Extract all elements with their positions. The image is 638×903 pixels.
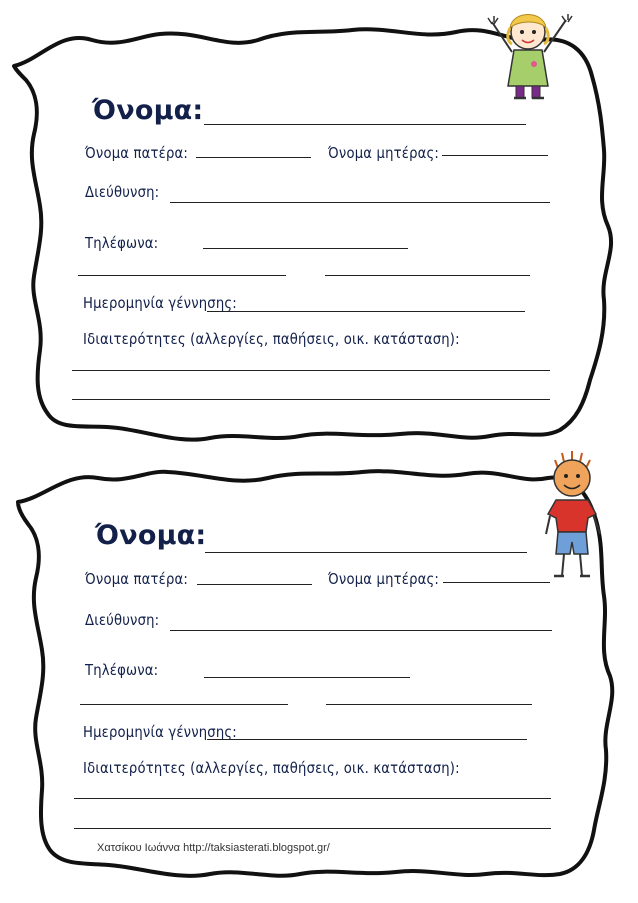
birthdate-label: Ημερομηνία γέννησης:: [83, 723, 237, 741]
birthdate-label: Ημερομηνία γέννησης:: [83, 294, 237, 312]
info-card-2: [0, 450, 638, 890]
specifics-line-1[interactable]: [74, 798, 551, 799]
girl-illustration: [482, 8, 578, 108]
address-label: Διεύθυνση:: [85, 183, 160, 201]
phone-line-1[interactable]: [203, 248, 408, 249]
name-label: Όνομα:: [95, 520, 207, 551]
address-line[interactable]: [170, 630, 552, 631]
mother-name-line[interactable]: [442, 155, 548, 156]
birthdate-line[interactable]: [207, 739, 527, 740]
mother-name-line[interactable]: [443, 582, 550, 583]
birthdate-line[interactable]: [207, 311, 525, 312]
specifics-line-1[interactable]: [72, 370, 550, 371]
father-name-line[interactable]: [196, 157, 311, 158]
specifics-line-2[interactable]: [72, 399, 550, 400]
specifics-label: Ιδιαιτερότητες (αλλεργίες, παθήσεις, οικ. κατάσταση):: [83, 759, 460, 777]
phone-line-2[interactable]: [80, 704, 288, 705]
address-label: Διεύθυνση:: [85, 611, 160, 629]
phone-line-3[interactable]: [326, 704, 532, 705]
phones-label: Τηλέφωνα:: [85, 234, 159, 252]
name-label: Όνομα:: [92, 95, 204, 126]
name-line[interactable]: [204, 124, 526, 125]
footer-credit: Χατσίκου Ιωάννα http://taksiasterati.blogspot.gr/: [97, 842, 330, 854]
specifics-line-2[interactable]: [74, 828, 551, 829]
address-line[interactable]: [170, 202, 550, 203]
specifics-label: Ιδιαιτερότητες (αλλεργίες, παθήσεις, οικ. κατάσταση):: [83, 330, 460, 348]
mother-name-label: Όνομα μητέρας:: [328, 570, 440, 588]
phone-line-2[interactable]: [78, 275, 286, 276]
father-name-label: Όνομα πατέρα:: [85, 570, 189, 588]
phones-label: Τηλέφωνα:: [85, 661, 159, 679]
phone-line-3[interactable]: [325, 275, 530, 276]
phone-line-1[interactable]: [204, 677, 410, 678]
father-name-line[interactable]: [197, 584, 312, 585]
boy-illustration: [542, 450, 608, 586]
mother-name-label: Όνομα μητέρας:: [328, 144, 440, 162]
name-line[interactable]: [205, 552, 527, 553]
father-name-label: Όνομα πατέρα:: [85, 144, 189, 162]
